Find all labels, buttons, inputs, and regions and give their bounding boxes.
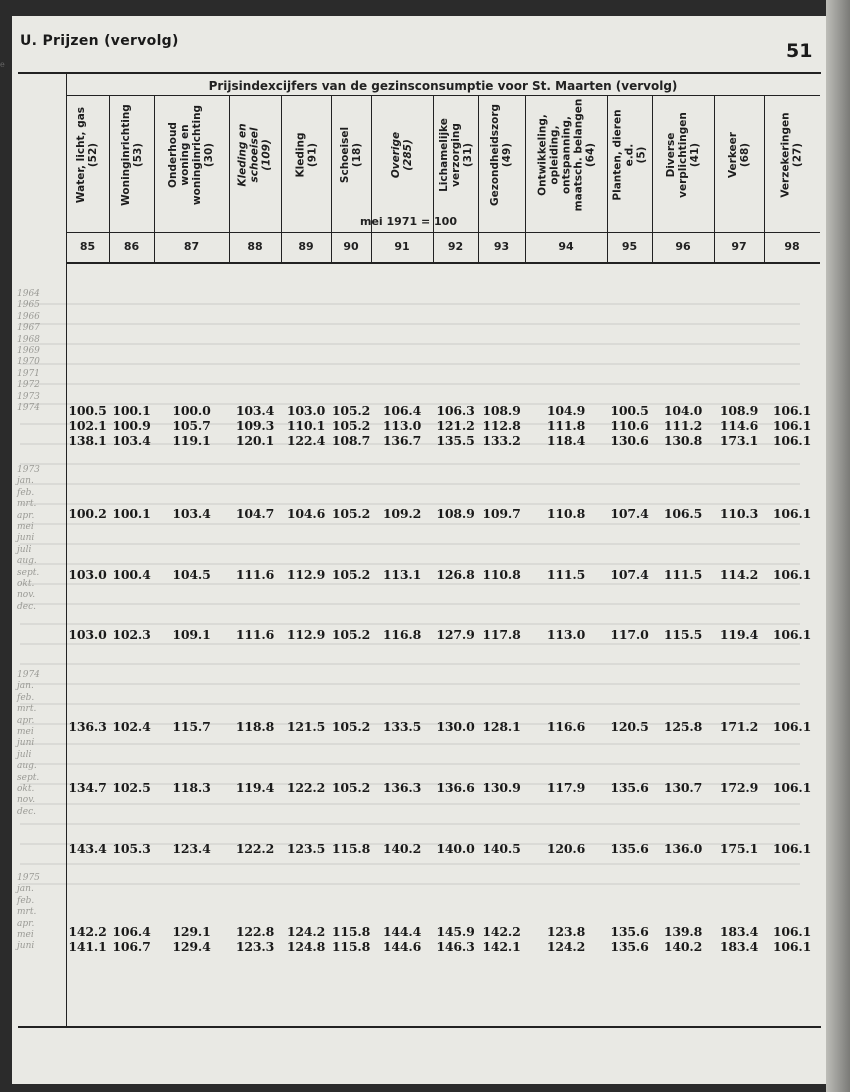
table-cell: 127.9 bbox=[436, 627, 475, 642]
column-number: 86 bbox=[123, 240, 140, 253]
table-cell: 129.4 bbox=[172, 939, 211, 954]
column-header: Kleding en schoeisel (109) bbox=[237, 123, 273, 187]
column-divider bbox=[652, 96, 653, 262]
base-note: mei 1971 = 100 bbox=[360, 215, 457, 228]
table-cell: 112.9 bbox=[286, 627, 326, 642]
column-divider bbox=[229, 96, 230, 262]
column-header: Ontwikkeling, opleiding, ontspanning, maatsch. belangen (64) bbox=[536, 98, 597, 212]
column-header: Gezondheidszorg (49) bbox=[489, 103, 514, 207]
table-cell: 136.6 bbox=[436, 780, 475, 795]
table-cell: 104.6 bbox=[286, 506, 326, 521]
table-cell: 121.5 bbox=[286, 719, 326, 734]
table-cell: 125.8 bbox=[663, 719, 703, 734]
table-cell: 115.8 bbox=[331, 924, 371, 939]
table-cell: 106.3 bbox=[436, 403, 475, 418]
table-cell: 106.1 bbox=[772, 924, 812, 939]
table-cell: 119.1 bbox=[172, 433, 211, 448]
table-cell: 111.5 bbox=[663, 567, 703, 582]
table-cell: 105.2 bbox=[331, 627, 371, 642]
table-cell: 100.5 bbox=[68, 403, 107, 418]
table-cell: 122.2 bbox=[235, 841, 275, 856]
table-cell: 126.8 bbox=[436, 567, 475, 582]
table-cell: 106.1 bbox=[772, 403, 812, 418]
left-margin-fragment: e bbox=[0, 60, 5, 69]
table-cell: 102.4 bbox=[112, 719, 151, 734]
table-cell: 116.8 bbox=[382, 627, 422, 642]
table-cell: 135.6 bbox=[610, 924, 649, 939]
table-cell: 103.4 bbox=[235, 403, 275, 418]
table-cell: 110.8 bbox=[482, 567, 521, 582]
table-cell: 175.1 bbox=[719, 841, 759, 856]
table-cell: 106.7 bbox=[112, 939, 151, 954]
table-cell: 183.4 bbox=[719, 924, 759, 939]
table-cell: 110.1 bbox=[286, 418, 326, 433]
column-number: 94 bbox=[558, 240, 574, 253]
table-cell: 106.1 bbox=[772, 780, 812, 795]
column-number: 87 bbox=[183, 240, 200, 253]
table-cell: 103.0 bbox=[68, 567, 107, 582]
table-cell: 123.5 bbox=[286, 841, 326, 856]
table-cell: 142.1 bbox=[482, 939, 521, 954]
table-cell: 105.2 bbox=[331, 780, 371, 795]
bottom-rule bbox=[18, 1026, 821, 1028]
table-cell: 112.9 bbox=[286, 567, 326, 582]
table-cell: 114.2 bbox=[719, 567, 759, 582]
table-cell: 133.2 bbox=[482, 433, 521, 448]
table-cell: 136.0 bbox=[663, 841, 703, 856]
column-header: Kleding (91) bbox=[294, 132, 318, 178]
table-cell: 135.6 bbox=[610, 841, 649, 856]
table-cell: 106.1 bbox=[772, 418, 812, 433]
page-number: 51 bbox=[786, 40, 813, 62]
table-cell: 111.6 bbox=[235, 567, 275, 582]
table-cell: 117.8 bbox=[482, 627, 521, 642]
table-cell: 130.8 bbox=[663, 433, 703, 448]
table-cell: 106.4 bbox=[382, 403, 422, 418]
table-cell: 135.5 bbox=[436, 433, 475, 448]
row-labels-1975: 1975 jan. feb. mrt. apr. mei juni bbox=[17, 873, 40, 952]
table-cell: 106.4 bbox=[112, 924, 151, 939]
table-cell: 183.4 bbox=[719, 939, 759, 954]
column-number: 90 bbox=[343, 240, 359, 253]
table-cell: 139.8 bbox=[663, 924, 703, 939]
table-cell: 111.2 bbox=[663, 418, 703, 433]
column-header: Onderhoud woning en woninginrichting (30) bbox=[167, 104, 216, 206]
table-cell: 105.2 bbox=[331, 719, 371, 734]
table-cell: 120.6 bbox=[546, 841, 586, 856]
row-labels-1973: 1973 jan. feb. mrt. apr. mei juni juli aug. sept. okt. nov. dec. bbox=[17, 465, 40, 612]
table-cell: 105.2 bbox=[331, 403, 371, 418]
table-cell: 100.0 bbox=[172, 403, 211, 418]
table-cell: 140.2 bbox=[663, 939, 703, 954]
table-title: Prijsindexcijfers van de gezinsconsumptie voor St. Maarten (vervolg) bbox=[208, 79, 678, 93]
table-cell: 136.3 bbox=[68, 719, 107, 734]
table-cell: 111.5 bbox=[546, 567, 586, 582]
column-number: 95 bbox=[621, 240, 638, 253]
table-cell: 111.6 bbox=[235, 627, 275, 642]
column-number: 91 bbox=[394, 240, 410, 253]
table-cell: 119.4 bbox=[235, 780, 275, 795]
column-header: Verzekeringen (27) bbox=[780, 112, 804, 198]
column-divider bbox=[331, 96, 332, 262]
table-cell: 121.2 bbox=[436, 418, 475, 433]
row-labels-1974: 1974 jan. feb. mrt. apr. mei juni juli aug. sept. okt. nov. dec. bbox=[17, 670, 40, 817]
table-cell: 119.4 bbox=[719, 627, 759, 642]
section-title: U. Prijzen (vervolg) bbox=[20, 33, 179, 49]
column-divider bbox=[371, 96, 372, 262]
table-cell: 104.7 bbox=[235, 506, 275, 521]
table-cell: 134.7 bbox=[68, 780, 107, 795]
table-cell: 106.1 bbox=[772, 627, 812, 642]
table-cell: 107.4 bbox=[610, 567, 649, 582]
table-cell: 140.2 bbox=[382, 841, 422, 856]
table-cell: 141.1 bbox=[68, 939, 107, 954]
table-cell: 173.1 bbox=[719, 433, 759, 448]
column-header: Woninginrichting (53) bbox=[119, 104, 144, 206]
table-cell: 135.6 bbox=[610, 780, 649, 795]
table-cell: 105.2 bbox=[331, 506, 371, 521]
column-header: Verkeer (68) bbox=[726, 132, 751, 178]
table-cell: 100.4 bbox=[112, 567, 151, 582]
row-labels-years: 1964 1965 1966 1967 1968 1969 1970 1971 1972 1973 1974 bbox=[17, 289, 40, 414]
column-number: 92 bbox=[447, 240, 464, 253]
table-cell: 172.9 bbox=[719, 780, 759, 795]
column-number: 96 bbox=[675, 240, 691, 253]
table-cell: 109.7 bbox=[482, 506, 521, 521]
table-cell: 120.5 bbox=[610, 719, 649, 734]
table-cell: 104.5 bbox=[172, 567, 211, 582]
column-divider bbox=[154, 96, 155, 262]
table-cell: 113.0 bbox=[382, 418, 422, 433]
table-cell: 144.4 bbox=[382, 924, 422, 939]
table-cell: 124.8 bbox=[286, 939, 326, 954]
table-cell: 105.3 bbox=[112, 841, 151, 856]
table-cell: 123.3 bbox=[235, 939, 275, 954]
column-number: 93 bbox=[493, 240, 510, 253]
column-number: 98 bbox=[784, 240, 800, 253]
table-cell: 136.3 bbox=[382, 780, 422, 795]
table-cell: 115.8 bbox=[331, 841, 371, 856]
table-cell: 143.4 bbox=[68, 841, 107, 856]
column-header: Overige (285) bbox=[390, 131, 414, 179]
table-cell: 130.7 bbox=[663, 780, 703, 795]
table-cell: 104.9 bbox=[546, 403, 586, 418]
table-cell: 115.8 bbox=[331, 939, 371, 954]
table-cell: 116.6 bbox=[546, 719, 586, 734]
table-cell: 123.4 bbox=[172, 841, 211, 856]
table-cell: 142.2 bbox=[482, 924, 521, 939]
table-cell: 115.7 bbox=[172, 719, 211, 734]
table-cell: 124.2 bbox=[286, 924, 326, 939]
column-divider bbox=[764, 96, 765, 262]
table-cell: 122.4 bbox=[286, 433, 326, 448]
table-cell: 146.3 bbox=[436, 939, 475, 954]
table-cell: 130.9 bbox=[482, 780, 521, 795]
table-cell: 106.1 bbox=[772, 567, 812, 582]
table-cell: 135.6 bbox=[610, 939, 649, 954]
column-divider bbox=[714, 96, 715, 262]
table-cell: 103.4 bbox=[112, 433, 151, 448]
table-cell: 113.0 bbox=[546, 627, 586, 642]
table-cell: 106.5 bbox=[663, 506, 703, 521]
column-divider bbox=[525, 96, 526, 262]
column-number: 88 bbox=[247, 240, 263, 253]
column-header: Diverse verplichtingen (41) bbox=[665, 112, 702, 198]
bleed-through-texture bbox=[20, 285, 800, 885]
table-cell: 106.1 bbox=[772, 433, 812, 448]
table-cell: 118.8 bbox=[235, 719, 275, 734]
table-cell: 106.1 bbox=[772, 719, 812, 734]
table-cell: 110.3 bbox=[719, 506, 759, 521]
table-cell: 110.8 bbox=[546, 506, 586, 521]
table-cell: 100.2 bbox=[68, 506, 107, 521]
column-divider bbox=[109, 96, 110, 262]
top-rule bbox=[18, 72, 821, 74]
table-cell: 108.7 bbox=[331, 433, 371, 448]
table-cell: 115.5 bbox=[663, 627, 703, 642]
table-cell: 117.0 bbox=[610, 627, 649, 642]
table-cell: 138.1 bbox=[68, 433, 107, 448]
table-cell: 100.1 bbox=[112, 506, 151, 521]
table-cell: 128.1 bbox=[482, 719, 521, 734]
header-rule bbox=[66, 232, 820, 233]
table-cell: 100.5 bbox=[610, 403, 649, 418]
column-number: 85 bbox=[79, 240, 96, 253]
table-cell: 140.0 bbox=[436, 841, 475, 856]
table-cell: 118.4 bbox=[546, 433, 586, 448]
table-cell: 107.4 bbox=[610, 506, 649, 521]
table-cell: 103.4 bbox=[172, 506, 211, 521]
table-cell: 117.9 bbox=[546, 780, 586, 795]
table-cell: 145.9 bbox=[436, 924, 475, 939]
column-divider bbox=[607, 96, 608, 262]
table-cell: 108.9 bbox=[436, 506, 475, 521]
table-cell: 105.2 bbox=[331, 567, 371, 582]
page-edge-shadow bbox=[826, 0, 850, 1092]
table-cell: 120.1 bbox=[235, 433, 275, 448]
column-header: Lichamelijke verzorging (31) bbox=[437, 118, 474, 192]
table-cell: 109.3 bbox=[235, 418, 275, 433]
table-cell: 129.1 bbox=[172, 924, 211, 939]
table-cell: 102.5 bbox=[112, 780, 151, 795]
table-cell: 122.2 bbox=[286, 780, 326, 795]
table-cell: 122.8 bbox=[235, 924, 275, 939]
table-cell: 118.3 bbox=[172, 780, 211, 795]
column-header: Water, licht, gas (52) bbox=[75, 106, 100, 204]
table-cell: 108.9 bbox=[482, 403, 521, 418]
column-header: Planten, dieren e.d. (5) bbox=[611, 109, 648, 201]
column-number: 97 bbox=[731, 240, 747, 253]
table-cell: 124.2 bbox=[546, 939, 586, 954]
table-cell: 133.5 bbox=[382, 719, 422, 734]
column-divider bbox=[281, 96, 282, 262]
column-divider bbox=[478, 96, 479, 262]
table-cell: 106.1 bbox=[772, 506, 812, 521]
table-cell: 123.8 bbox=[546, 924, 586, 939]
table-cell: 114.6 bbox=[719, 418, 759, 433]
column-number-rule bbox=[66, 262, 820, 264]
table-cell: 104.0 bbox=[663, 403, 703, 418]
table-cell: 103.0 bbox=[286, 403, 326, 418]
table-cell: 130.6 bbox=[610, 433, 649, 448]
table-cell: 100.1 bbox=[112, 403, 151, 418]
table-cell: 113.1 bbox=[382, 567, 422, 582]
table-cell: 110.6 bbox=[610, 418, 649, 433]
table-cell: 171.2 bbox=[719, 719, 759, 734]
column-header: Schoeisel (18) bbox=[339, 126, 364, 184]
table-cell: 112.8 bbox=[482, 418, 521, 433]
table-cell: 106.1 bbox=[772, 939, 812, 954]
table-cell: 140.5 bbox=[482, 841, 521, 856]
table-cell: 109.2 bbox=[382, 506, 422, 521]
table-cell: 105.7 bbox=[172, 418, 211, 433]
table-cell: 144.6 bbox=[382, 939, 422, 954]
table-cell: 111.8 bbox=[546, 418, 586, 433]
table-cell: 102.1 bbox=[68, 418, 107, 433]
table-cell: 130.0 bbox=[436, 719, 475, 734]
table-cell: 103.0 bbox=[68, 627, 107, 642]
table-cell: 109.1 bbox=[172, 627, 211, 642]
table-cell: 106.1 bbox=[772, 841, 812, 856]
table-cell: 100.9 bbox=[112, 418, 151, 433]
table-cell: 105.2 bbox=[331, 418, 371, 433]
table-cell: 108.9 bbox=[719, 403, 759, 418]
table-cell: 102.3 bbox=[112, 627, 151, 642]
column-number: 89 bbox=[298, 240, 314, 253]
table-cell: 142.2 bbox=[68, 924, 107, 939]
table-cell: 136.7 bbox=[382, 433, 422, 448]
column-divider bbox=[433, 96, 434, 262]
